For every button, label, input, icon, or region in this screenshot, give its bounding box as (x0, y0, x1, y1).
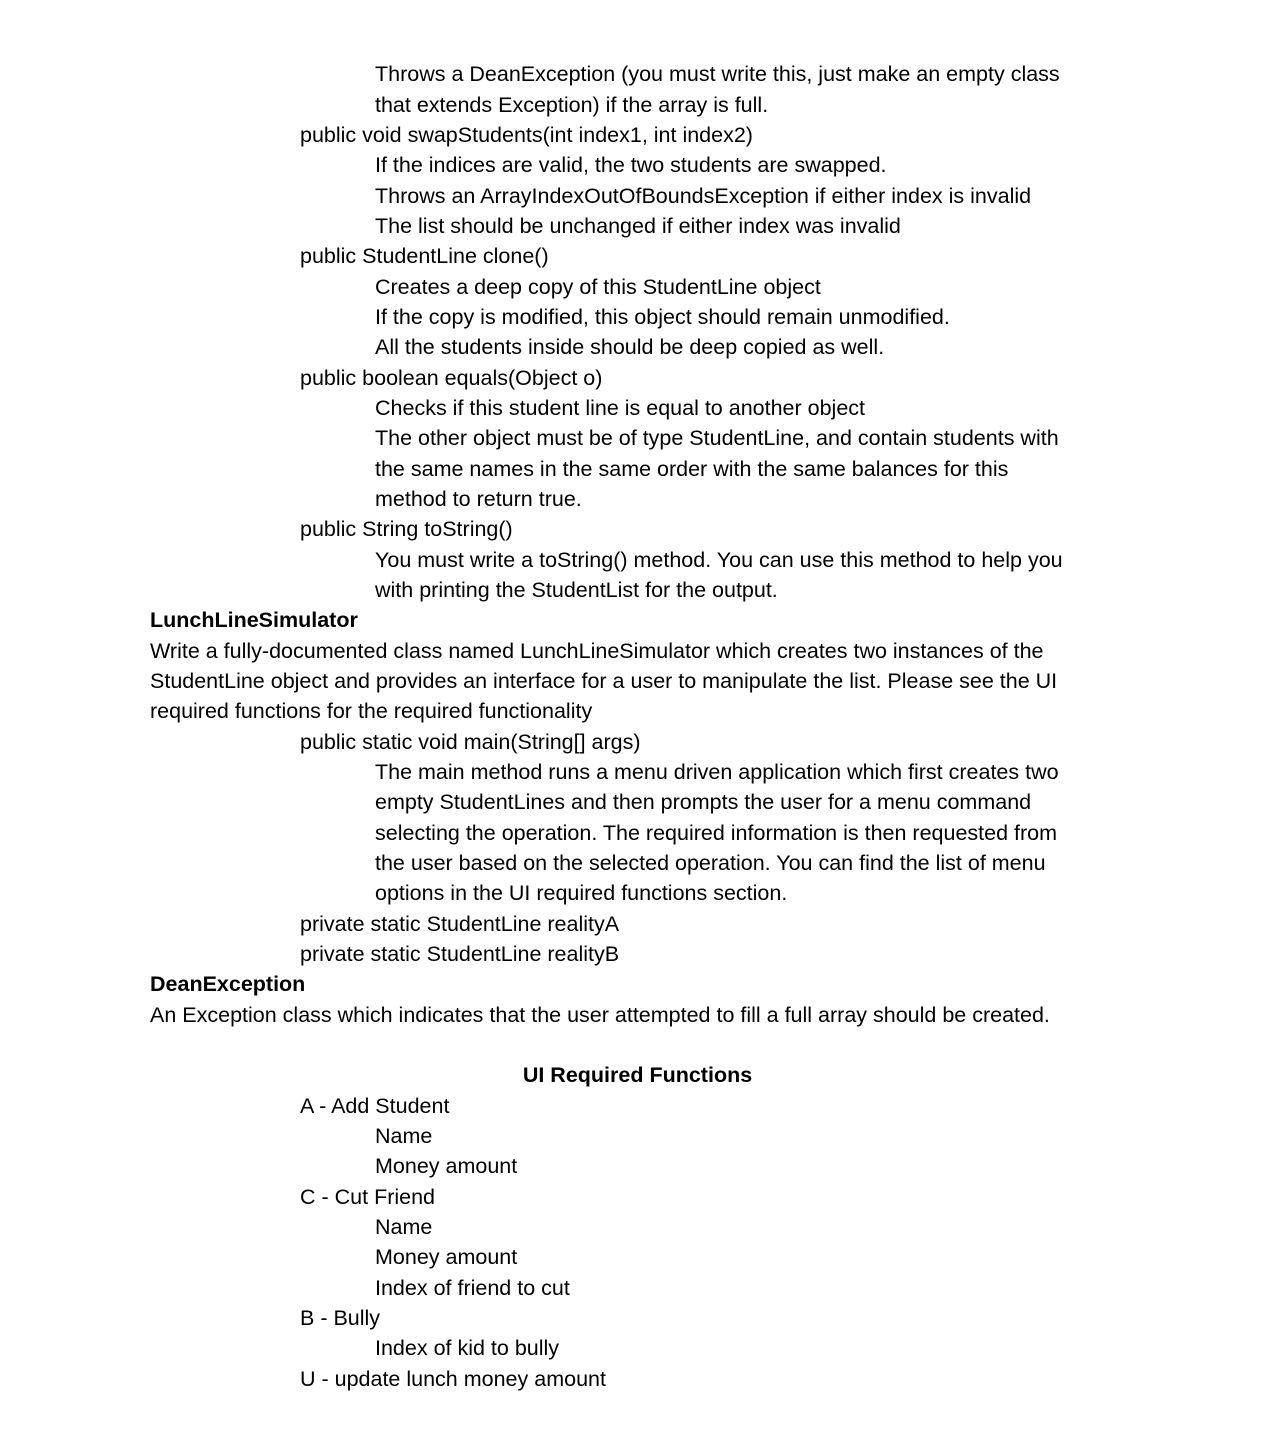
command-cut-friend-input-money: Money amount (375, 1245, 518, 1269)
main-desc-3: selecting the operation. The required information is then requested from (375, 820, 1058, 845)
command-add-student-input-money: Money amount (375, 1154, 518, 1178)
clone-signature: public StudentLine clone() (300, 244, 549, 268)
to-string-desc-1: You must write a toString() method. You can use this method to help you (375, 547, 1063, 572)
lunch-line-simulator-heading: LunchLineSimulator (150, 608, 358, 632)
dean-exception-heading: DeanException (150, 972, 306, 996)
clone-desc-2: If the copy is modified, this object should remain unmodified. (375, 305, 950, 329)
command-add-student-input-name: Name (375, 1123, 433, 1148)
lunch-line-simulator-intro-2: StudentLine object and provides an interface for a user to manipulate the list. Please see the UI (150, 669, 1058, 693)
main-desc-5: options in the UI required functions section. (375, 881, 788, 905)
main-desc-4: the user based on the selected operation. You can find the list of menu (375, 851, 1046, 875)
command-bully: B - Bully (300, 1305, 381, 1330)
command-cut-friend-input-index: Index of friend to cut (375, 1275, 570, 1300)
equals-desc-1: Checks if this student line is equal to another object (375, 396, 866, 420)
main-signature: public static void main(String[] args) (300, 729, 641, 754)
swap-students-desc-2: Throws an ArrayIndexOutOfBoundsException if either index is invalid (375, 183, 1032, 208)
command-update-lunch-money: U - update lunch money amount (300, 1366, 606, 1391)
equals-desc-4: method to return true. (375, 487, 582, 511)
swap-students-desc-1: If the indices are valid, the two students are swapped. (375, 153, 887, 177)
add-student-throws-line-1: Throws a DeanException (you must write this, just make an empty class (375, 62, 1060, 86)
equals-desc-2: The other object must be of type StudentLine, and contain students with (375, 426, 1059, 450)
to-string-desc-2: with printing the StudentList for the output. (375, 578, 778, 602)
clone-desc-1: Creates a deep copy of this StudentLine object (375, 274, 821, 299)
main-desc-1: The main method runs a menu driven application which first creates two (375, 760, 1059, 784)
command-add-student: A - Add Student (300, 1093, 450, 1118)
swap-students-desc-3: The list should be unchanged if either index was invalid (375, 214, 901, 238)
ui-required-functions-heading: UI Required Functions (522, 1063, 753, 1087)
field-reality-a: private static StudentLine realityA (300, 911, 620, 936)
lunch-line-simulator-intro-3: required functions for the required functionality (150, 699, 593, 723)
command-bully-input-index: Index of kid to bully (375, 1336, 560, 1360)
command-cut-friend-input-name: Name (375, 1214, 433, 1239)
add-student-throws-line-2: that extends Exception) if the array is full. (375, 92, 769, 117)
command-cut-friend: C - Cut Friend (300, 1184, 436, 1209)
equals-signature: public boolean equals(Object o) (300, 365, 603, 390)
lunch-line-simulator-intro-1: Write a fully-documented class named LunchLineSimulator which creates two instances of the (150, 638, 1044, 663)
to-string-signature: public String toString() (300, 517, 513, 541)
equals-desc-3: the same names in the same order with the same balances for this (375, 456, 1009, 481)
main-desc-2: empty StudentLines and then prompts the user for a menu command (375, 790, 1032, 814)
field-reality-b: private static StudentLine realityB (300, 942, 620, 966)
swap-students-signature: public void swapStudents(int index1, int index2) (300, 123, 753, 147)
dean-exception-description: An Exception class which indicates that the user attempted to fill a full array should be created. (150, 1002, 1050, 1027)
clone-desc-3: All the students inside should be deep copied as well. (375, 335, 885, 359)
